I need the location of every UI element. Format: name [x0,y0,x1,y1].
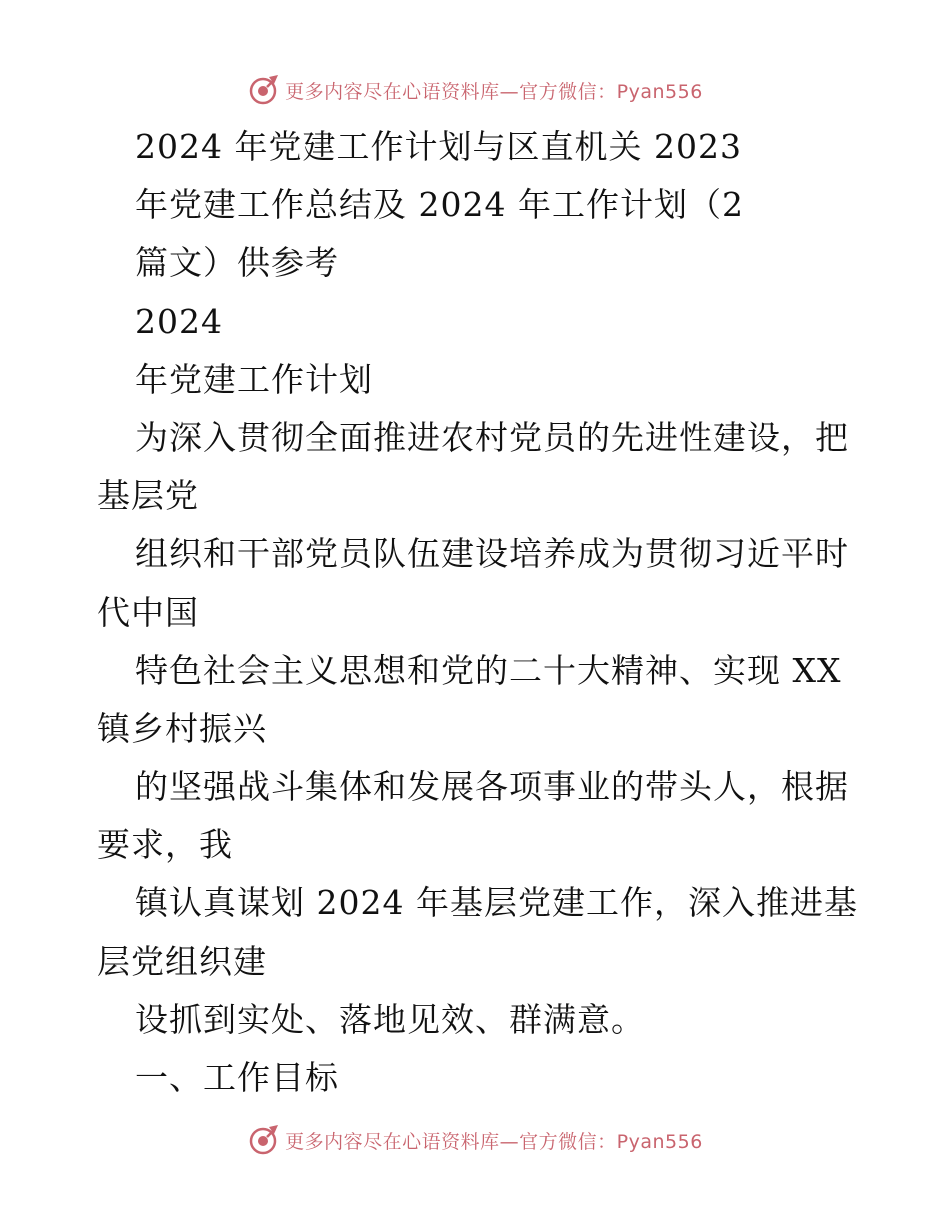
section-heading: 一、工作目标 [135,1058,339,1097]
watermark-logo-icon [247,1123,281,1157]
watermark-header [0,70,950,110]
title-line-2: 年党建工作总结及 2024 年工作计划（2 [135,185,744,225]
watermark-text: 更多内容尽在心语资料库—官方微信：Pyan556 [285,80,703,103]
paragraph-line: 特色社会主义思想和党的二十大精神、实现 XX [135,650,842,690]
paragraph-line: 层党组织建 [97,941,267,981]
paragraph-line: 组织和干部党员队伍建设培养成为贯彻习近平时 [135,534,849,574]
subtitle-line-2: 年党建工作计划 [135,359,373,399]
paragraph-line: 设抓到实处、落地见效、群满意。 [135,999,645,1039]
paragraph-line: 镇乡村振兴 [97,708,267,748]
watermark-footer [0,1120,950,1160]
subtitle-line-1: 2024 [135,301,223,341]
paragraph-line: 代中国 [97,592,199,632]
paragraph-line: 的坚强战斗集体和发展各项事业的带头人，根据 [135,767,849,807]
watermark-logo-icon [247,73,281,107]
title-line-3: 篇文）供参考 [135,243,339,283]
watermark-text: 更多内容尽在心语资料库—官方微信：Pyan556 [285,1130,703,1153]
paragraph-line: 要求，我 [97,825,233,865]
paragraph-line: 镇认真谋划 2024 年基层党建工作，深入推进基 [135,883,858,923]
document-body [97,118,857,1107]
paragraph-line: 为深入贯彻全面推进农村党员的先进性建设，把 [135,417,849,457]
paragraph-line: 基层党 [97,476,199,516]
title-line-1: 2024 年党建工作计划与区直机关 2023 [135,127,742,166]
